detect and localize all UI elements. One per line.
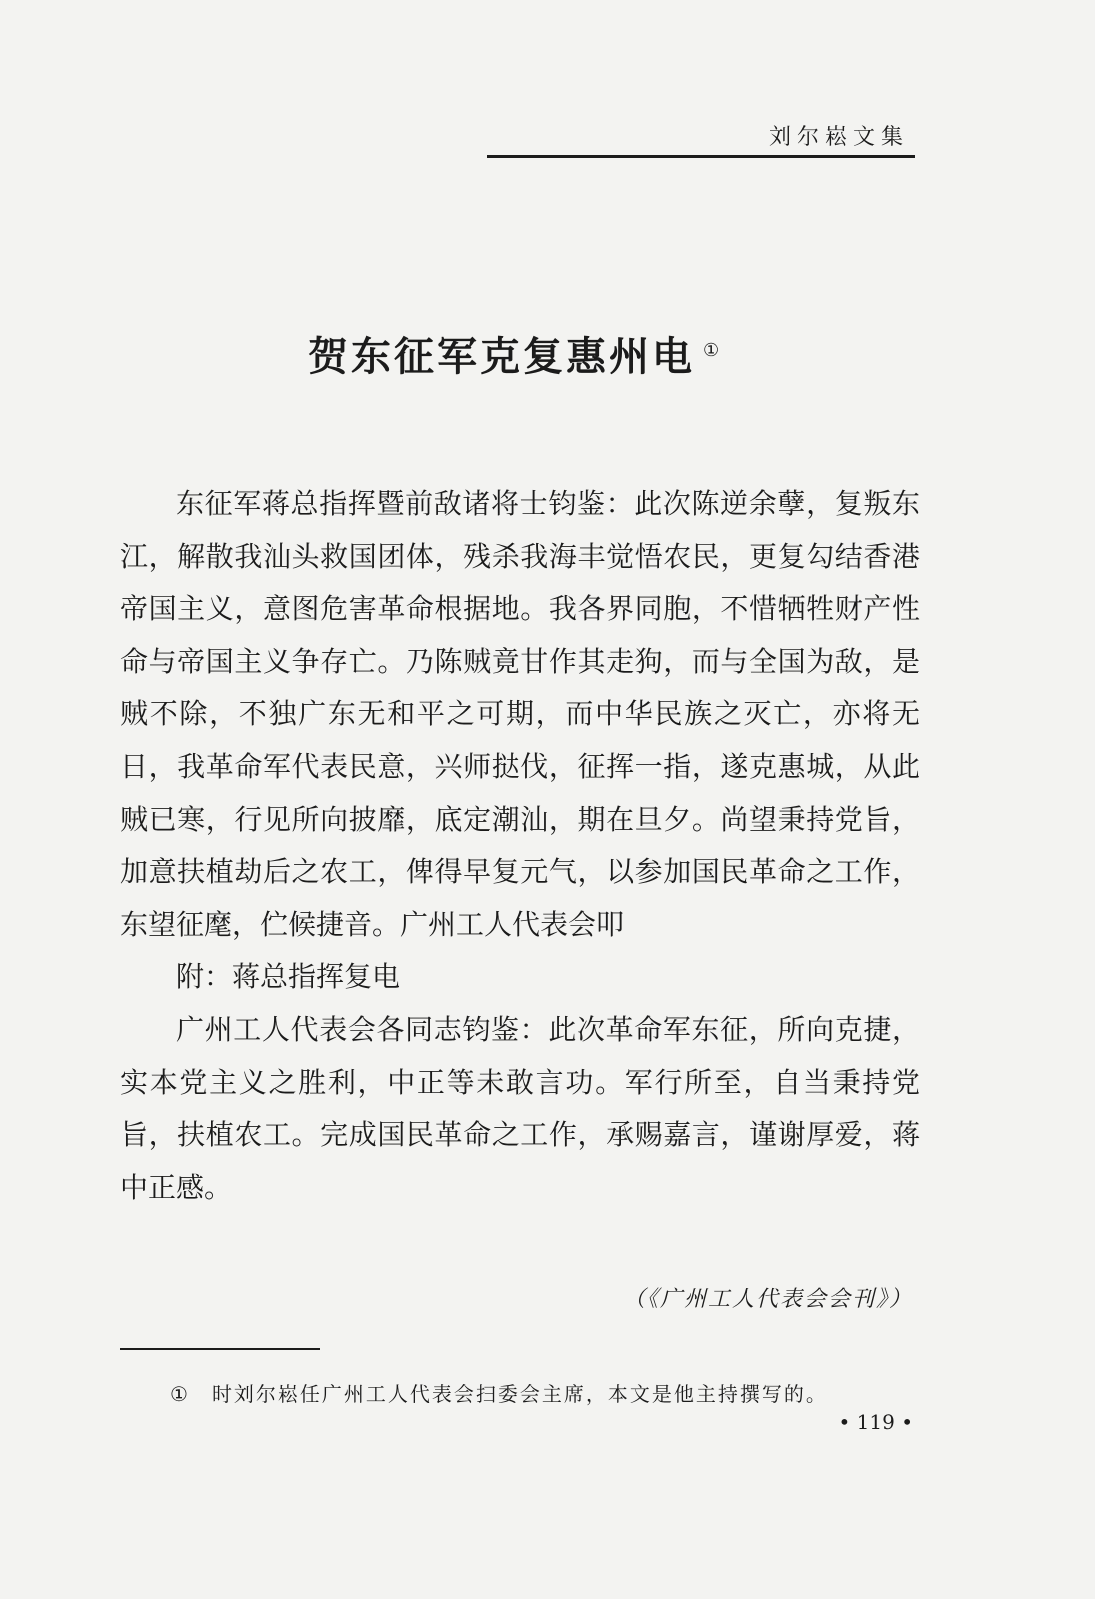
paragraph-reply: 广州工人代表会各同志钧鉴：此次革命军东征，所向克捷，实本党主义之胜利，中正等未敢言功。军行所至，自当秉持党旨，扶植农工。完成国民革命之工作，承赐嘉言，谨谢厚爱，蒋中正感。 bbox=[120, 1012, 920, 1204]
footnote-text: 时刘尔崧任广州工人代表会扫委会主席，本文是他主持撰写的。 bbox=[211, 1382, 828, 1406]
footnote bbox=[170, 1378, 828, 1407]
running-header: 刘尔崧文集 bbox=[768, 125, 909, 150]
article-body bbox=[120, 478, 920, 1214]
paragraph-telegram: 东征军蒋总指挥暨前敌诸将士钧鉴：此次陈逆余孽，复叛东江，解散我汕头救国团体，残杀我海丰觉悟农民，更复勾结香港帝国主义，意图危害革命根据地。我各界同胞，不惜牺牲财产性命与帝国主义争存亡。乃陈贼竟甘作其走狗，而与全国为敌，是贼不除，不独广东无和平之可期，而中华民族之灭亡，亦将无日，我革命军代表民意，兴师挞伐，征挥一指，遂克惠城，从此贼已寒，行见所向披靡，底定潮汕，期在旦夕。尚望秉持党旨，加意扶植劫后之农工，俾得早复元气，以参加国民革命之工作，东望征麾，伫候捷音。广州工人代表会叩 bbox=[120, 487, 920, 941]
article-title-text: 贺东征军克复惠州电 bbox=[308, 334, 695, 380]
header-rule bbox=[487, 155, 915, 158]
article-title bbox=[308, 325, 722, 382]
footnote-mark: ① bbox=[170, 1382, 190, 1406]
footnote-rule bbox=[120, 1348, 320, 1350]
source-citation: （《广州工人代表会会刊》） bbox=[622, 1287, 913, 1312]
page-number: • 119 • bbox=[838, 1410, 913, 1434]
paragraph-appendix-heading: 附：蒋总指挥复电 bbox=[176, 960, 401, 994]
footnote-reference: ① bbox=[703, 339, 723, 361]
